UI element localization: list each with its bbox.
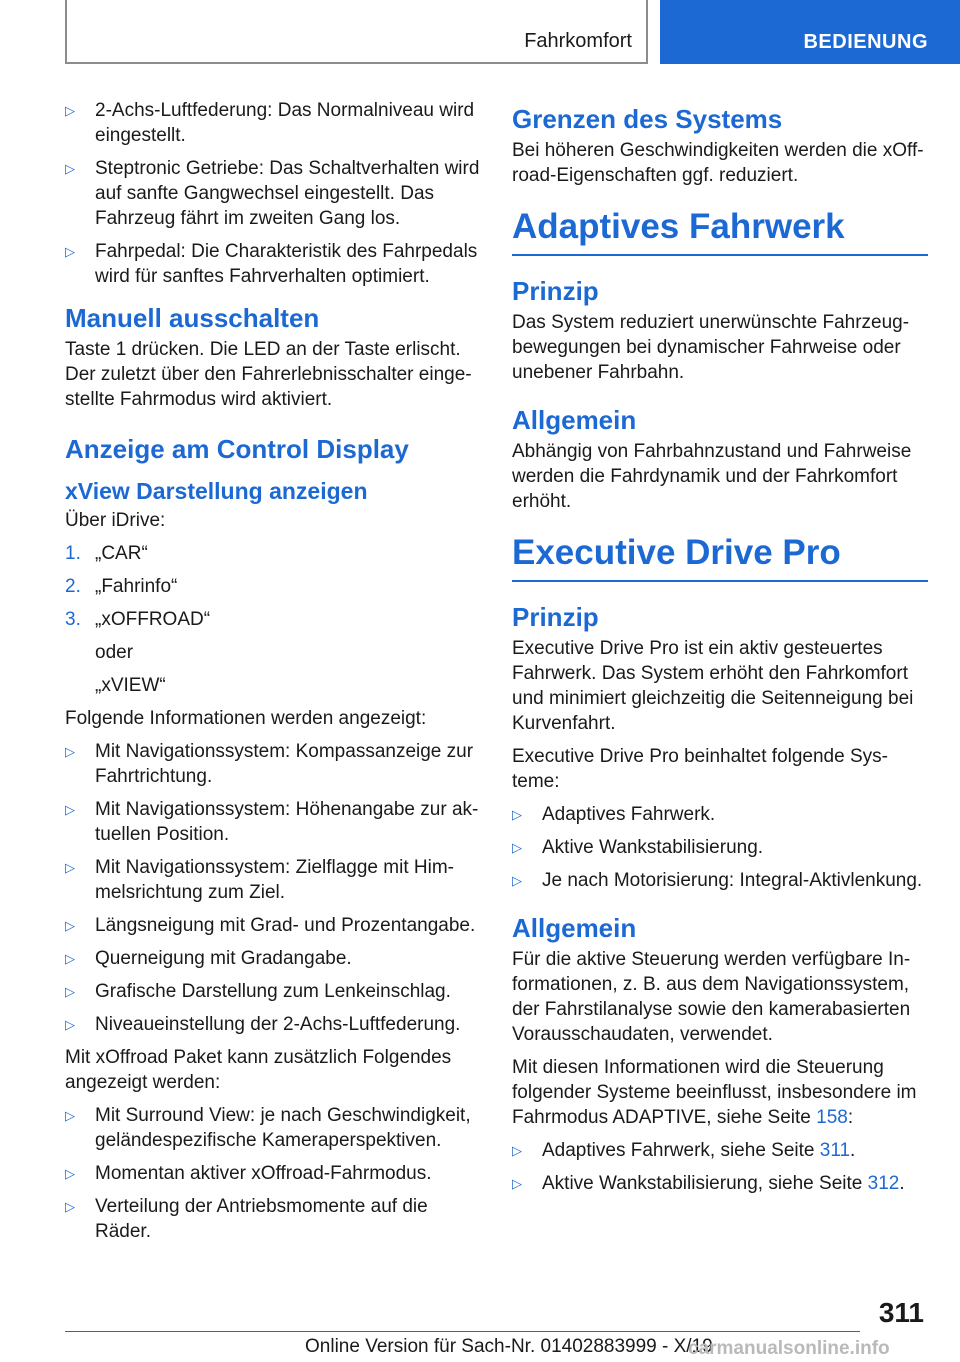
list-item: ▷ Verteilung der Antriebsmomente auf die Räder. <box>65 1196 428 1242</box>
heading-anzeige-control-display: Anzeige am Control Display <box>65 434 409 464</box>
page-link-158[interactable]: 158 <box>816 1107 848 1128</box>
list-item: ▷ Mit Navigationssystem: Zielflagge mit Himmelsrichtung zum Ziel. <box>65 857 454 903</box>
heading-adaptives-fahrwerk: Adaptives Fahrwerk <box>512 204 928 256</box>
page-number: 311 <box>878 1297 924 1328</box>
step-alternative-oder: oder <box>95 642 134 663</box>
paket-bullet-list <box>65 1103 480 1244</box>
header-section-box <box>65 0 648 64</box>
list-item: ▷ Steptronic Getriebe: Das Schaltverhalten wird auf sanfte Gangwechsel eingestellt. Das Fahrzeug fährt im zweiten Gang los. <box>65 158 480 229</box>
header-section-title: Fahrkomfort <box>524 30 632 52</box>
idrive-steps <box>65 541 480 632</box>
systems-bullet-list <box>512 802 928 893</box>
list-item: ▷ Mit Navigationssystem: Kompassanzeige zur Fahrtrichtung. <box>65 741 474 787</box>
footer-online-version: Online Version für Sach-Nr. 01402883999 - X/19 <box>305 1336 713 1357</box>
step-item: 3. „xOFFROAD“ <box>65 609 211 630</box>
heading-allgemein: Allgemein <box>512 405 637 435</box>
triangle-bullet-icon: ▷ <box>512 1143 522 1158</box>
triangle-bullet-icon: ▷ <box>65 244 75 259</box>
list-item: ▷ Niveaueinstellung der 2-Achs-Luftfederung. <box>65 1014 461 1035</box>
triangle-bullet-icon: ▷ <box>65 1199 75 1214</box>
allgemein-executive-control: Mit diesen Informationen wird die Steuerung folgender Systeme beeinflusst, insbesondere im Fahrmodus ADAPTIVE, siehe Seite 158: <box>512 1057 917 1128</box>
left-column <box>65 98 480 1252</box>
heading-prinzip: Prinzip <box>512 276 599 306</box>
info-bullet-list <box>65 739 480 1037</box>
grenzen-paragraph: Bei höheren Geschwindigkeiten werden die xOffroad-Eigenschaften ggf. reduziert. <box>512 140 924 186</box>
right-column <box>512 98 928 1204</box>
allgemein-executive-paragraph: Für die aktive Steuerung werden verfügbare Informationen, z. B. aus dem Navigationssystem, der Fahrstilanalyse sowie den kamerabasierten Vorausschaudaten, verwendet. <box>512 949 911 1045</box>
heading-xview-darstellung: xView Darstellung anzeigen <box>65 478 368 504</box>
list-item: ▷ 2-Achs-Luftfederung: Das Normalniveau wird eingestellt. <box>65 100 475 146</box>
watermark: carmanualsonline.info <box>688 1338 890 1359</box>
triangle-bullet-icon: ▷ <box>65 802 75 817</box>
manuell-paragraph: Taste 1 drücken. Die LED an der Taste erlischt. Der zuletzt über den Fahrerlebnisschalter eingestellte Fahrmodus wird aktiviert. <box>65 339 472 410</box>
step-alternative-xview: „xVIEW“ <box>95 675 166 696</box>
triangle-bullet-icon: ▷ <box>65 161 75 176</box>
heading-executive-drive-pro: Executive Drive Pro <box>512 530 928 582</box>
list-item: ▷ Aktive Wankstabilisierung, siehe Seite 312. <box>512 1173 905 1194</box>
triangle-bullet-icon: ▷ <box>65 1166 75 1181</box>
triangle-bullet-icon: ▷ <box>512 807 522 822</box>
footer-divider <box>65 1331 860 1332</box>
list-item: ▷ Je nach Motorisierung: Integral-Aktivlenkung. <box>512 870 923 891</box>
header-chapter-title: BEDIENUNG <box>803 31 928 53</box>
list-item: ▷ Fahrpedal: Die Charakteristik des Fahrpedals wird für sanftes Fahrverhalten optimiert. <box>65 241 478 287</box>
linked-systems-list <box>512 1138 928 1196</box>
heading-grenzen-des-systems: Grenzen des Systems <box>512 104 783 134</box>
triangle-bullet-icon: ▷ <box>512 840 522 855</box>
header-chapter-tab <box>660 0 960 64</box>
page-link-312[interactable]: 312 <box>867 1173 900 1194</box>
heading-manuell-ausschalten: Manuell ausschalten <box>65 303 320 333</box>
step-item: 2. „Fahrinfo“ <box>65 576 178 597</box>
heading-prinzip-executive: Prinzip <box>512 602 599 632</box>
list-item: ▷ Mit Surround View: je nach Geschwindigkeit, geländespezifische Kameraperspektiven. <box>65 1105 471 1151</box>
heading-allgemein-executive: Allgemein <box>512 913 637 943</box>
triangle-bullet-icon: ▷ <box>65 918 75 933</box>
step-item: 1. „CAR“ <box>65 543 148 564</box>
list-item: ▷ Querneigung mit Gradangabe. <box>65 948 352 969</box>
list-item: ▷ Mit Navigationssystem: Höhenangabe zur aktuellen Position. <box>65 799 479 845</box>
triangle-bullet-icon: ▷ <box>65 951 75 966</box>
triangle-bullet-icon: ▷ <box>65 1017 75 1032</box>
triangle-bullet-icon: ▷ <box>512 873 522 888</box>
intro-bullet-list <box>65 98 480 289</box>
list-item: ▷ Adaptives Fahrwerk. <box>512 804 716 825</box>
triangle-bullet-icon: ▷ <box>65 744 75 759</box>
prinzip-executive-paragraph: Executive Drive Pro ist ein aktiv gesteuertes Fahrwerk. Das System erhöht den Fahrkomfort und minimiert gleichzeitig die Seitenneigung bei Kurvenfahrt. <box>512 638 914 734</box>
triangle-bullet-icon: ▷ <box>65 984 75 999</box>
paket-paragraph: Mit xOffroad Paket kann zusätzlich Folgendes angezeigt werden: <box>65 1047 452 1093</box>
info-paragraph: Folgende Informationen werden angezeigt: <box>65 708 427 729</box>
list-item: ▷ Längsneigung mit Grad- und Prozentangabe. <box>65 915 476 936</box>
triangle-bullet-icon: ▷ <box>65 103 75 118</box>
triangle-bullet-icon: ▷ <box>65 860 75 875</box>
triangle-bullet-icon: ▷ <box>65 1108 75 1123</box>
prinzip-paragraph: Das System reduziert unerwünschte Fahrzeugbewegungen bei dynamischer Fahrweise oder unebener Fahrbahn. <box>512 312 910 383</box>
list-item: ▷ Momentan aktiver xOffroad-Fahrmodus. <box>65 1163 432 1184</box>
list-item: ▷ Adaptives Fahrwerk, siehe Seite 311. <box>512 1140 856 1161</box>
idrive-paragraph: Über iDrive: <box>65 510 166 531</box>
prinzip-executive-systems: Executive Drive Pro beinhaltet folgende Systeme: <box>512 746 888 792</box>
list-item: ▷ Grafische Darstellung zum Lenkeinschlag. <box>65 981 451 1002</box>
triangle-bullet-icon: ▷ <box>512 1176 522 1191</box>
list-item: ▷ Aktive Wankstabilisierung. <box>512 837 764 858</box>
allgemein-paragraph: Abhängig von Fahrbahnzustand und Fahrweise werden die Fahrdynamik und der Fahrkomfort erhöht. <box>512 441 912 512</box>
page-link-311[interactable]: 311 <box>819 1140 851 1161</box>
